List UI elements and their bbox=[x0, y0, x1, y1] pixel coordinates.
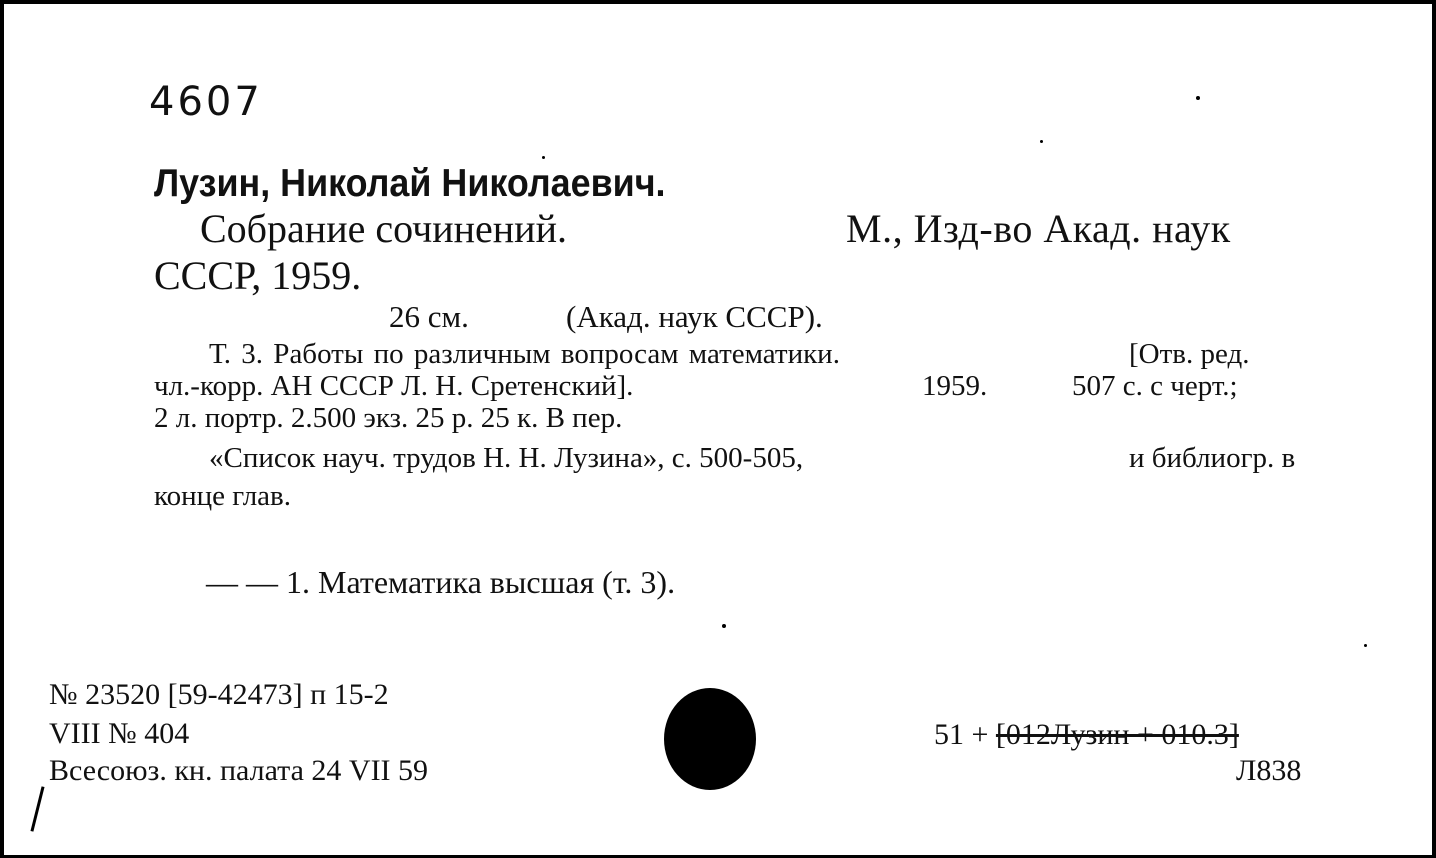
volume-description-line-1-end: [Отв. ред. bbox=[1129, 338, 1250, 370]
volume-description-line-3: 2 л. портр. 2.500 экз. 25 р. 25 к. В пер. bbox=[154, 402, 623, 434]
physical-size: 26 см. bbox=[389, 299, 469, 334]
note-line-1: «Список науч. трудов Н. Н. Лузина», с. 500-505, bbox=[209, 442, 804, 474]
subject-heading: — — 1. Математика высшая (т. 3). bbox=[206, 564, 676, 600]
handwritten-number: 4607 bbox=[149, 79, 263, 125]
title: Собрание сочинений. bbox=[200, 206, 567, 251]
pagination: 507 с. с черт.; bbox=[1072, 370, 1238, 402]
classification-prefix: 51 + bbox=[934, 718, 996, 751]
footer-registration: № 23520 [59-42473] п 15-2 bbox=[49, 678, 389, 711]
volume-year: 1959. bbox=[922, 370, 988, 402]
volume-description-line-1: Т. 3. Работы по различным вопросам математики. bbox=[209, 338, 840, 370]
speck bbox=[1040, 140, 1043, 143]
pencil-mark bbox=[30, 786, 44, 831]
series: (Акад. наук СССР). bbox=[566, 299, 823, 334]
classification-struck: [012Лузин + 010.3] bbox=[995, 718, 1239, 751]
footer-chamber-date: Всесоюз. кн. палата 24 VII 59 bbox=[49, 754, 429, 787]
speck bbox=[1364, 644, 1367, 647]
footer-order-number: VIII № 404 bbox=[49, 717, 190, 750]
speck bbox=[722, 624, 726, 628]
editor-statement: чл.-корр. АН СССР Л. Н. Сретенский]. bbox=[154, 370, 634, 402]
note-line-1-end: и библиогр. в bbox=[1129, 442, 1296, 474]
note-line-2: конце глав. bbox=[154, 480, 291, 512]
speck bbox=[1196, 96, 1200, 100]
imprint-continued: СССР, 1959. bbox=[154, 253, 362, 298]
imprint: М., Изд-во Акад. наук bbox=[846, 206, 1231, 251]
card-punch-hole bbox=[664, 688, 756, 790]
classification bbox=[934, 720, 1239, 750]
author-heading: Лузин, Николай Николаевич. bbox=[154, 162, 666, 205]
speck bbox=[542, 156, 545, 159]
cutter-number: Л838 bbox=[1236, 754, 1302, 787]
